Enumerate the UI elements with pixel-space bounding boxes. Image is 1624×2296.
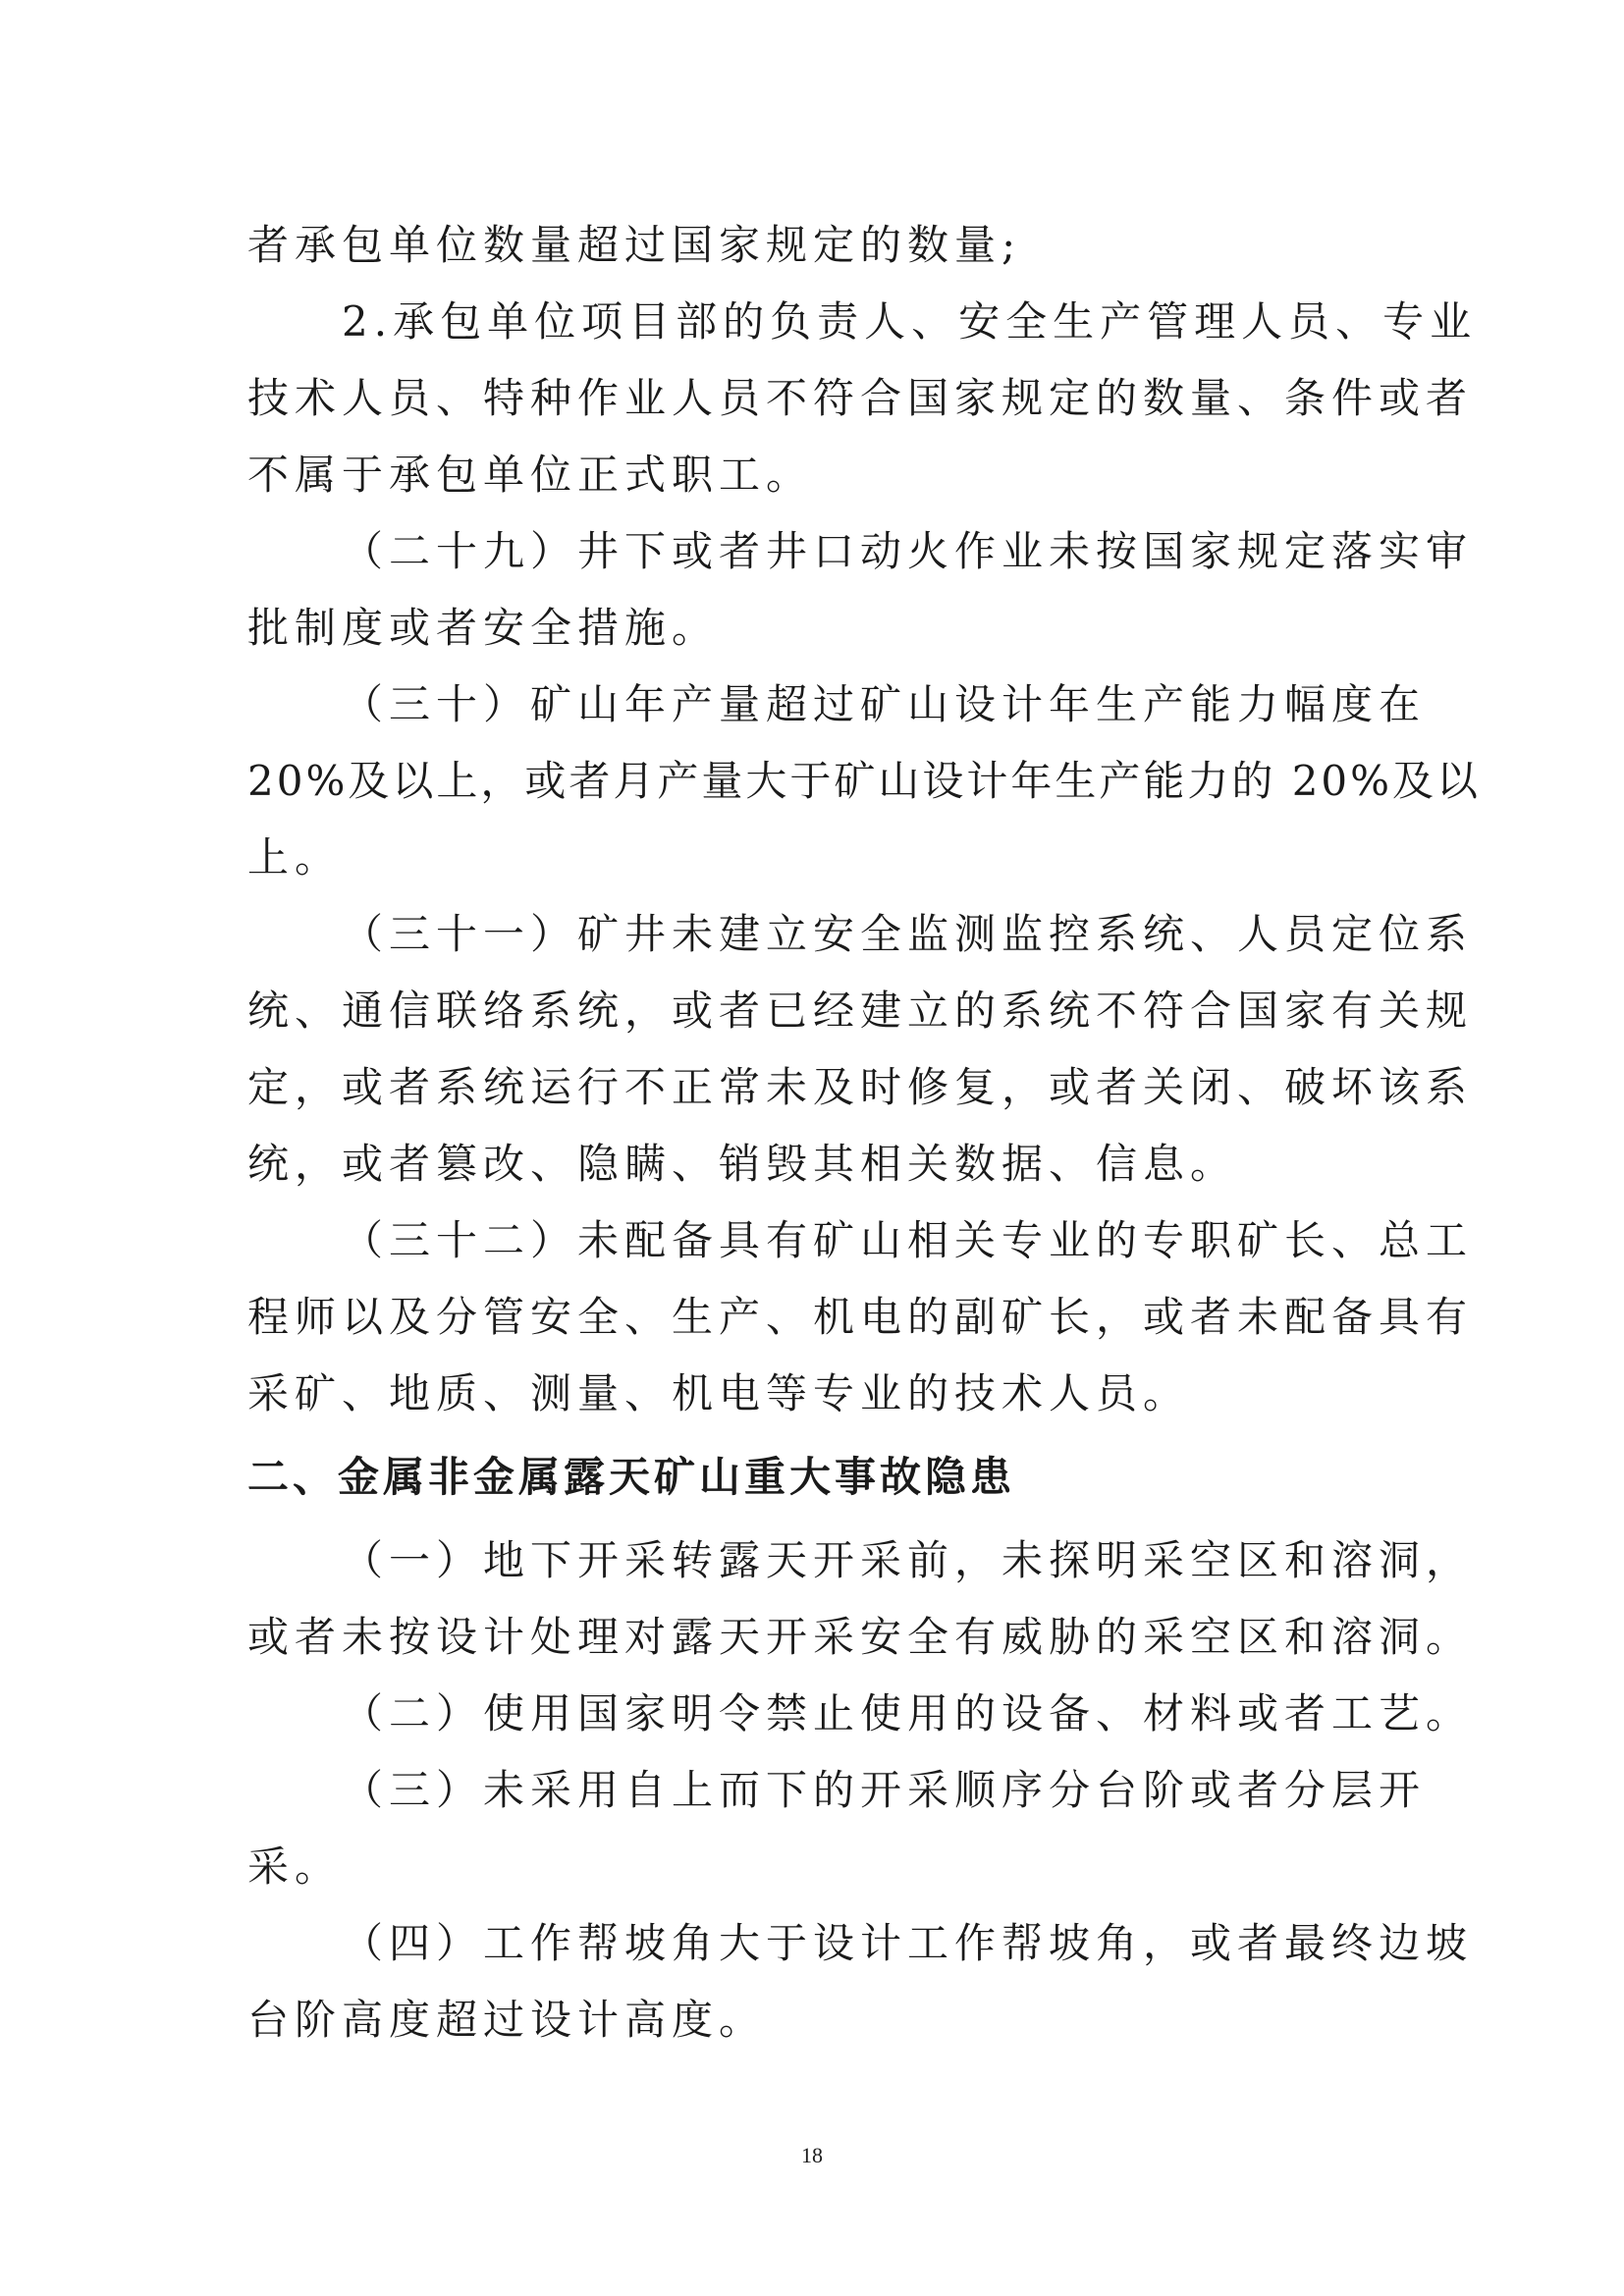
text-line: 程师以及分管安全、生产、机电的副矿长，或者未配备具有 — [247, 1293, 1474, 1341]
text-line: 统、通信联络系统，或者已经建立的系统不符合国家有关规 — [247, 987, 1474, 1035]
text-line: （四）工作帮坡角大于设计工作帮坡角，或者最终边坡 — [342, 1919, 1474, 1967]
text-line: 上。 — [247, 833, 343, 881]
text-line: 采。 — [247, 1842, 343, 1891]
text-line: 或者未按设计处理对露天开采安全有威胁的采空区和溶洞。 — [247, 1613, 1474, 1661]
text-line: （三十一）矿井未建立安全监测监控系统、人员定位系 — [342, 910, 1474, 958]
text-line: 2.承包单位项目部的负责人、安全生产管理人员、专业 — [342, 297, 1478, 346]
text-line: （三十）矿山年产量超过矿山设计年生产能力幅度在 — [342, 680, 1427, 728]
text-line: （三十二）未配备具有矿山相关专业的专职矿长、总工 — [342, 1216, 1474, 1264]
text-line: 批制度或者安全措施。 — [247, 604, 720, 652]
text-line: （二十九）井下或者井口动火作业未按国家规定落实审 — [342, 527, 1474, 575]
text-line: 20%及以上，或者月产量大于矿山设计年生产能力的 20%及以 — [247, 757, 1482, 805]
text-line: 定，或者系统运行不正常未及时修复，或者关闭、破坏该系 — [247, 1063, 1474, 1111]
text-line: 不属于承包单位正式职工。 — [247, 451, 814, 499]
page-number: 18 — [801, 2143, 823, 2167]
text-line: （三）未采用自上而下的开采顺序分台阶或者分层开 — [342, 1766, 1427, 1814]
text-line: 采矿、地质、测量、机电等专业的技术人员。 — [247, 1369, 1191, 1417]
text-line: 台阶高度超过设计高度。 — [247, 1996, 767, 2044]
text-line: （二）使用国家明令禁止使用的设备、材料或者工艺。 — [342, 1689, 1474, 1737]
text-line: 统，或者篡改、隐瞒、销毁其相关数据、信息。 — [247, 1140, 1238, 1188]
section-heading: 二、金属非金属露天矿山重大事故隐患 — [247, 1453, 1016, 1501]
text-line: 技术人员、特种作业人员不符合国家规定的数量、条件或者 — [247, 374, 1474, 422]
text-line: 者承包单位数量超过国家规定的数量; — [247, 221, 1022, 269]
text-line: （一）地下开采转露天开采前，未探明采空区和溶洞， — [342, 1536, 1474, 1584]
